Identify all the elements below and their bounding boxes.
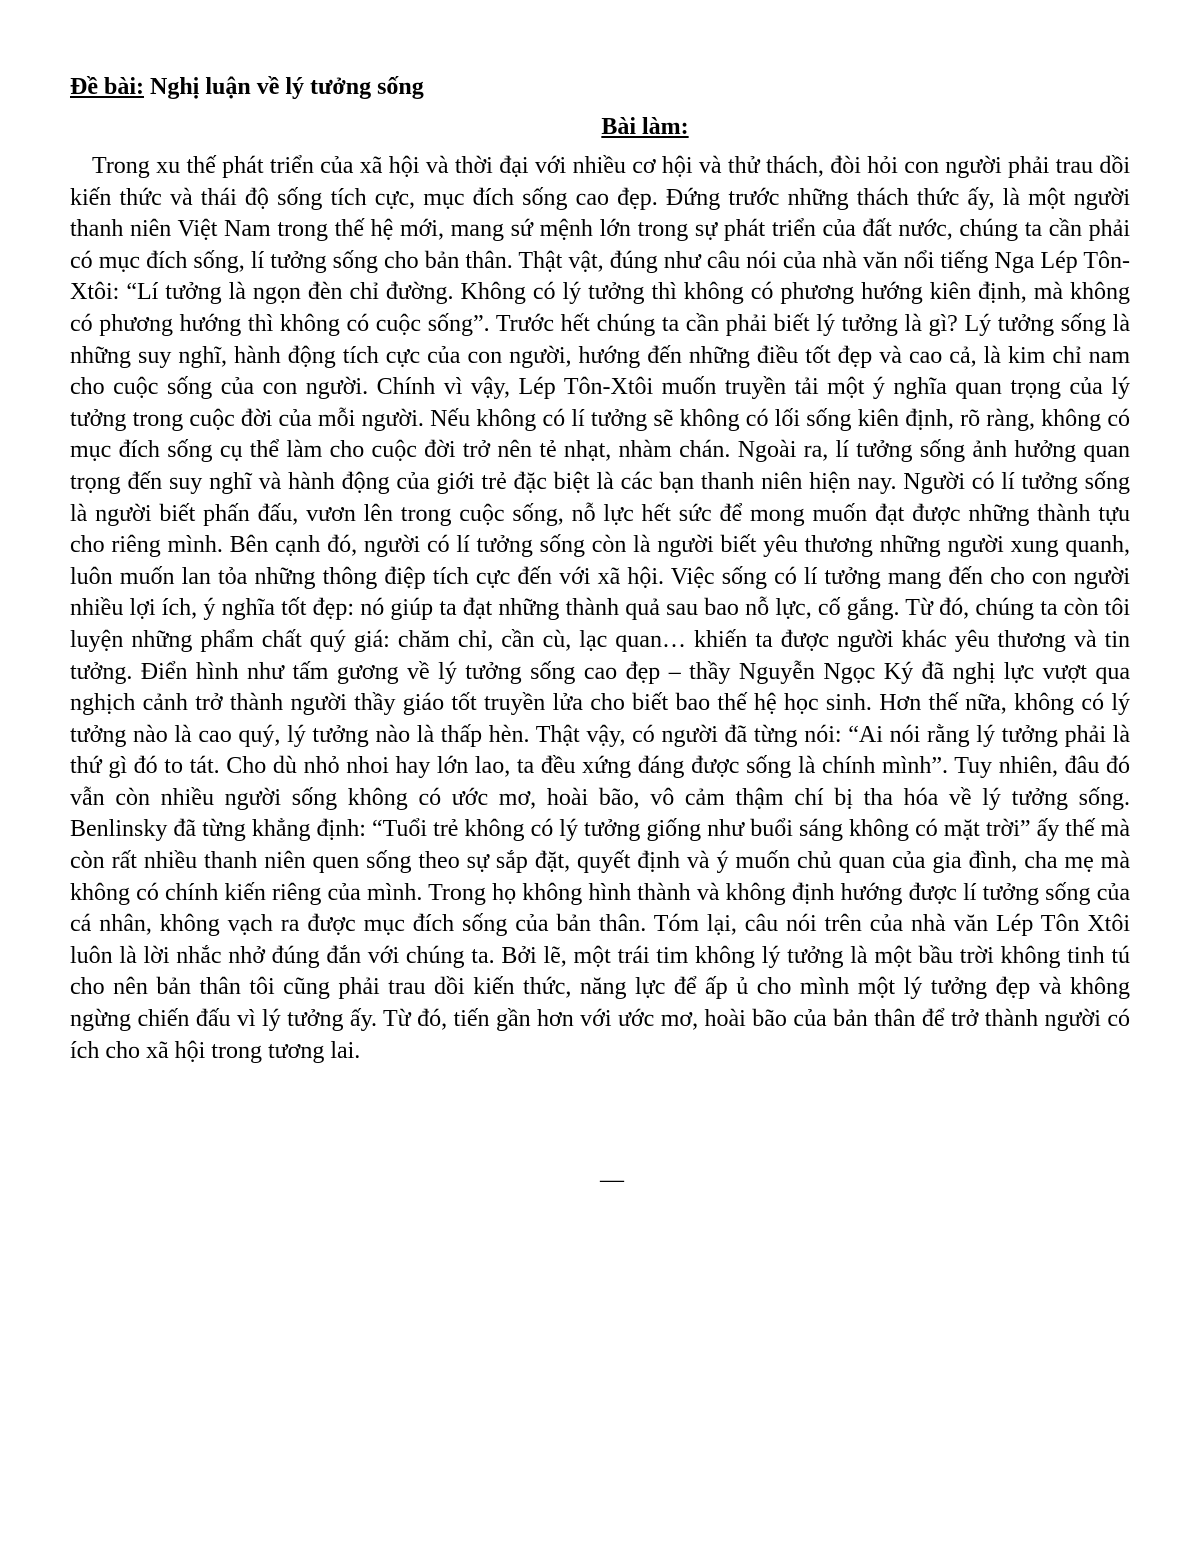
topic-line bbox=[70, 72, 1130, 102]
topic-text: Nghị luận về lý tưởng sống bbox=[150, 74, 424, 100]
document-page bbox=[70, 72, 1130, 1067]
topic-label: Đề bài: bbox=[70, 74, 144, 100]
essay-heading: Bài làm: bbox=[601, 114, 689, 140]
end-mark: — bbox=[600, 1167, 624, 1193]
essay-body: Trong xu thế phát triển của xã hội và thời đại với nhiều cơ hội và thử thách, đòi hỏi con người phải trau dồi kiến thức và thái độ sống tích cực, mục đích sống cao đẹp. Đứng trước những thách thức ấy, là một người thanh niên Việt Nam trong thế hệ mới, mang sứ mệnh lớn trong sự phát triển của đất nước, chúng ta cần phải có mục đích sống, lí tưởng sống cho bản thân. Thật vật, đúng như câu nói của nhà văn nổi tiếng Nga Lép Tôn-Xtôi: “Lí tưởng là ngọn đèn chỉ đường. Không có lý tưởng thì không có phương hướng kiên định, mà không có phương hướng thì không có cuộc sống”. Trước hết chúng ta cần phải biết lý tưởng là gì? Lý tưởng sống là những suy nghĩ, hành động tích cực của con người, hướng đến những điều tốt đẹp và cao cả, là kim chỉ nam cho cuộc sống của con người. Chính vì vậy, Lép Tôn-Xtôi muốn truyền tải một ý nghĩa quan trọng của lý tưởng trong cuộc đời của mỗi người. Nếu không có lí tưởng sẽ không có lối sống kiên định, rõ ràng, không có mục đích sống cụ thể làm cho cuộc đời trở nên tẻ nhạt, nhàm chán. Ngoài ra, lí tưởng sống ảnh hưởng quan trọng đến suy nghĩ và hành động của giới trẻ đặc biệt là các bạn thanh niên hiện nay. Người có lí tưởng sống là người biết phấn đấu, vươn lên trong cuộc sống, nỗ lực hết sức để mong muốn đạt được những thành tựu cho riêng mình. Bên cạnh đó, người có lí tưởng sống còn là người biết yêu thương những người xung quanh, luôn muốn lan tỏa những thông điệp tích cực đến với xã hội. Việc sống có lí tưởng mang đến cho con người nhiều lợi ích, ý nghĩa tốt đẹp: nó giúp ta đạt những thành quả sau bao nỗ lực, cố gắng. Từ đó, chúng ta còn tôi luyện những phẩm chất quý giá: chăm chỉ, cần cù, lạc quan… khiến ta được người khác yêu thương và tin tưởng. Điển hình như tấm gương về lý tưởng sống cao đẹp – thầy Nguyễn Ngọc Ký đã nghị lực vượt qua nghịch cảnh trở thành người thầy giáo tốt truyền lửa cho biết bao thế hệ học sinh. Hơn thế nữa, không có lý tưởng nào là cao quý, lý tưởng nào là thấp hèn. Thật vậy, có người đã từng nói: “Ai nói rằng lý tưởng phải là thứ gì đó to tát. Cho dù nhỏ nhoi hay lớn lao, ta đều xứng đáng được sống là chính mình”. Tuy nhiên, đâu đó vẫn còn nhiều người sống không có ước mơ, hoài bão, vô cảm thậm chí bị tha hóa về lý tưởng sống. Benlinsky đã từng khẳng định: “Tuổi trẻ không có lý tưởng giống như buổi sáng không có mặt trời” ấy thế mà còn rất nhiều thanh niên quen sống theo sự sắp đặt, quyết định và ý muốn chủ quan của gia đình, cha mẹ mà không có chính kiến riêng của mình. Trong họ không hình thành và không định hướng được lí tưởng sống của cá nhân, không vạch ra được mục đích sống của bản thân. Tóm lại, câu nói trên của nhà văn Lép Tôn Xtôi luôn là lời nhắc nhở đúng đắn với chúng ta. Bởi lẽ, một trái tim không lý tưởng là một bầu trời không tinh tú cho nên bản thân tôi cũng phải trau dồi kiến thức, năng lực để ấp ủ cho mình một lý tưởng đẹp và không ngừng chiến đấu vì lý tưởng ấy. Từ đó, tiến gần hơn với ước mơ, hoài bão của bản thân để trở thành người có ích cho xã hội trong tương lai. bbox=[70, 153, 1130, 1064]
